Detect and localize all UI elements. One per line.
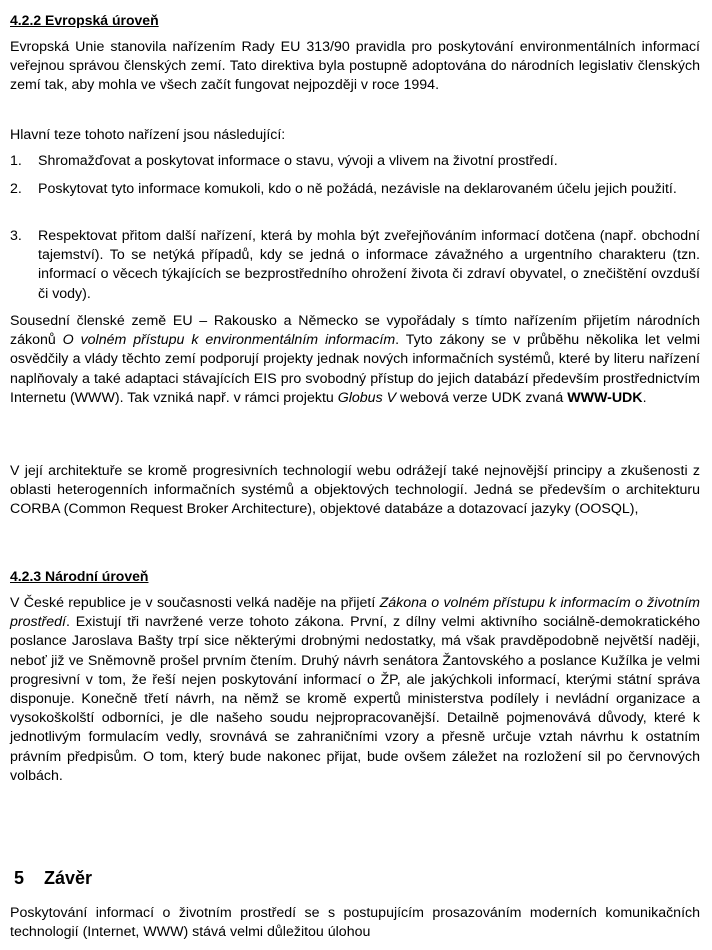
list-number: 3. — [10, 228, 22, 244]
list-item-2 — [10, 180, 700, 199]
law-title-italic: Zákona o volném přístupu k informacím o životním prostředí — [10, 595, 700, 631]
heading-4-2-3: 4.2.3 Národní úroveň — [10, 568, 149, 584]
law-title-italic: O volném přístupu k environmentálním informacím — [62, 332, 396, 349]
list-text: Respektovat přitom další nařízení, která by mohla být zveřejňováním informací dotčena (např. obchodní tajemství). To se netýká případů, kdy se jedná o informace závažného a urgentního charakteru (tzn. informací o věcech týkajících se bezprostředního ohrožení života či zdraví obyvatel, o znečištění ovzduší či vody). — [38, 228, 700, 302]
list-number: 1. — [10, 153, 22, 169]
www-udk-bold: WWW-UDK — [567, 389, 643, 406]
paragraph-architecture: V její architektuře se kromě progresivních technologií webu odrážejí také nejnovější principy a zkušenosti z oblasti heterogenních informačních systémů a objektových technologií. Jedná se především o architekturu CORBA (Common Request Broker Architecture), objektové databáze a dotazovací jazyky (OOSQL), — [10, 463, 700, 518]
heading-5-conclusion — [14, 868, 92, 889]
paragraph-main-theses: Hlavní teze tohoto nařízení jsou následující: — [10, 127, 286, 143]
list-text: Poskytovat tyto informace komukoli, kdo o ně požádá, nezávisle na deklarovaném účelu jejich použití. — [38, 181, 677, 197]
paragraph-eu-regulation: Evropská Unie stanovila nařízením Rady EU 313/90 pravidla pro poskytování environmentálních informací veřejnou správou členských zemí. Tato direktiva byla postupně adoptována do národních legislativ členských zemí tak, aby mohla ve všech začít fungovat nejpozději v roce 1994. — [10, 39, 700, 94]
text-run: webová verze UDK zvaná — [396, 389, 568, 406]
section-title: Závěr — [44, 868, 93, 888]
list-item-3 — [10, 227, 700, 304]
paragraph-neighbour-states — [10, 312, 700, 408]
text-run: . Tyto zákony se v průběhu několika let velmi osvědčily a vlády těchto zemí podporují projekty jednak nových informačních systémů, které by literu nařízení naplňovaly a také adaptaci stávajících EIS pro svobodný přístup do jejich databází především prostřednictvím Internetu (WWW). Tak vzniká např. v rámci projektu — [10, 332, 700, 406]
text-run: . — [642, 389, 647, 406]
paragraph-conclusion: Poskytování informací o životním prostředí se s postupujícím prosazováním moderních komunikačních technologií (Internet, WWW) stává velmi důležitou úlohou — [10, 905, 700, 941]
paragraph-czech-republic — [10, 594, 700, 786]
project-name-italic: Globus V — [337, 389, 397, 406]
text-run: . Existují tři navržené verze tohoto zákona. První, z dílny velmi aktivního sociálně-demokratického poslance Jaroslava Bašty trpí sice některými drobnými nedostatky, má však pravděpodobně největší naději, neboť již ve Sněmovně prošel prvním čtením. Druhý návrh senátora Žantovského a poslance Kužílka je velmi progresivní v tom, že řeší nejen poskytování informací o ŽP, ale jakýchkoli informací, kterými státní správa disponuje. Konečně třetí návrh, na němž se kromě expertů ministerstva podílely i nevládní organizace a vysokoškolští odborníci, je dle našeho soudu nejpropracovanější. Detailně pojmenovává důvody, které k jednotlivým formulacím vedly, srovnává se zahraničními vzory a přesně určuje vztah návrhu k ostatním právním předpisům. O tom, který bude nakonec přijat, bude ovšem záležet na rozložení sil po červnových volbách. — [10, 614, 700, 784]
list-item-1 — [10, 152, 700, 171]
section-number: 5 — [14, 868, 25, 888]
list-number: 2. — [10, 181, 22, 197]
text-run: V České republice je v současnosti velká naděje na přijetí — [10, 595, 380, 611]
list-text: Shromažďovat a poskytovat informace o stavu, vývoji a vlivem na životní prostředí. — [38, 153, 558, 169]
text-run: Sousední členské země EU – Rakousko a Německo se vypořádaly s tímto nařízením přijetím národních zákonů — [10, 313, 700, 349]
heading-4-2-2: 4.2.2 Evropská úroveň — [10, 12, 159, 28]
